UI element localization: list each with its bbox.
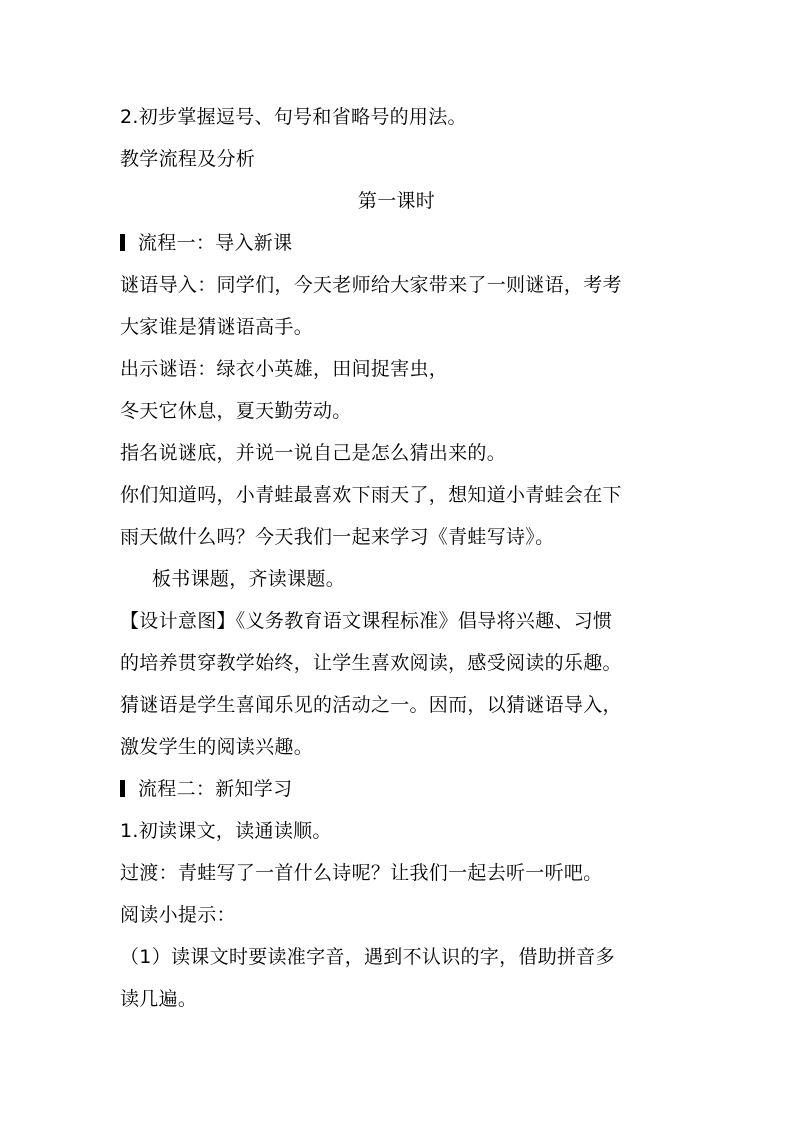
paragraph-line: 指名说谜底，并说一说自己是怎么猜出来的。	[120, 442, 507, 464]
heading-marker	[120, 234, 125, 251]
objective-line: 2.初步掌握逗号、句号和省略号的用法。	[120, 106, 467, 128]
paragraph-line: 雨天做什么吗？今天我们一起来学习《青蛙写诗》。	[120, 526, 555, 548]
process-heading-2-text: 流程二：新知学习	[138, 778, 293, 800]
paragraph-line: 大家谁是猜谜语高手。	[120, 316, 314, 338]
paragraph-line: 冬天它休息，夏天勤劳动。	[120, 400, 352, 422]
paragraph-line: 板书课题，齐读课题。	[152, 568, 346, 590]
heading-marker	[120, 780, 125, 797]
process-heading-1	[120, 222, 680, 264]
paragraph-line: 1.初读课文，读通读顺。	[120, 820, 332, 842]
process-heading-2	[120, 768, 680, 810]
paragraph-line: 读几遍。	[120, 988, 198, 1010]
paragraph-line: 谜语导入：同学们，今天老师给大家带来了一则谜语，考考	[120, 274, 622, 296]
design-intent-line: 猜谜语是学生喜闻乐见的活动之一。因而，以猜谜语导入，	[120, 694, 622, 716]
paragraph-line: 你们知道吗，小青蛙最喜欢下雨天了，想知道小青蛙会在下	[120, 484, 622, 506]
section-heading: 教学流程及分析	[120, 148, 256, 170]
process-heading-1-text: 流程一：导入新课	[138, 232, 293, 254]
paragraph-line: （1）读课文时要读准字音，遇到不认识的字，借助拼音多	[120, 946, 615, 968]
design-intent-line: 【设计意图】《义务教育语文课程标准》倡导将兴趣、习惯	[120, 610, 613, 632]
paragraph-line: 出示谜语：绿衣小英雄，田间捉害虫，	[120, 358, 449, 380]
paragraph-line: 过渡：青蛙写了一首什么诗呢？让我们一起去听一听吧。	[120, 862, 603, 884]
lesson-title: 第一课时	[357, 190, 436, 212]
design-intent-line: 的培养贯穿教学始终，让学生喜欢阅读，感受阅读的乐趣。	[120, 652, 622, 674]
paragraph-line: 阅读小提示：	[120, 904, 236, 926]
design-intent-line: 激发学生的阅读兴趣。	[120, 736, 314, 758]
